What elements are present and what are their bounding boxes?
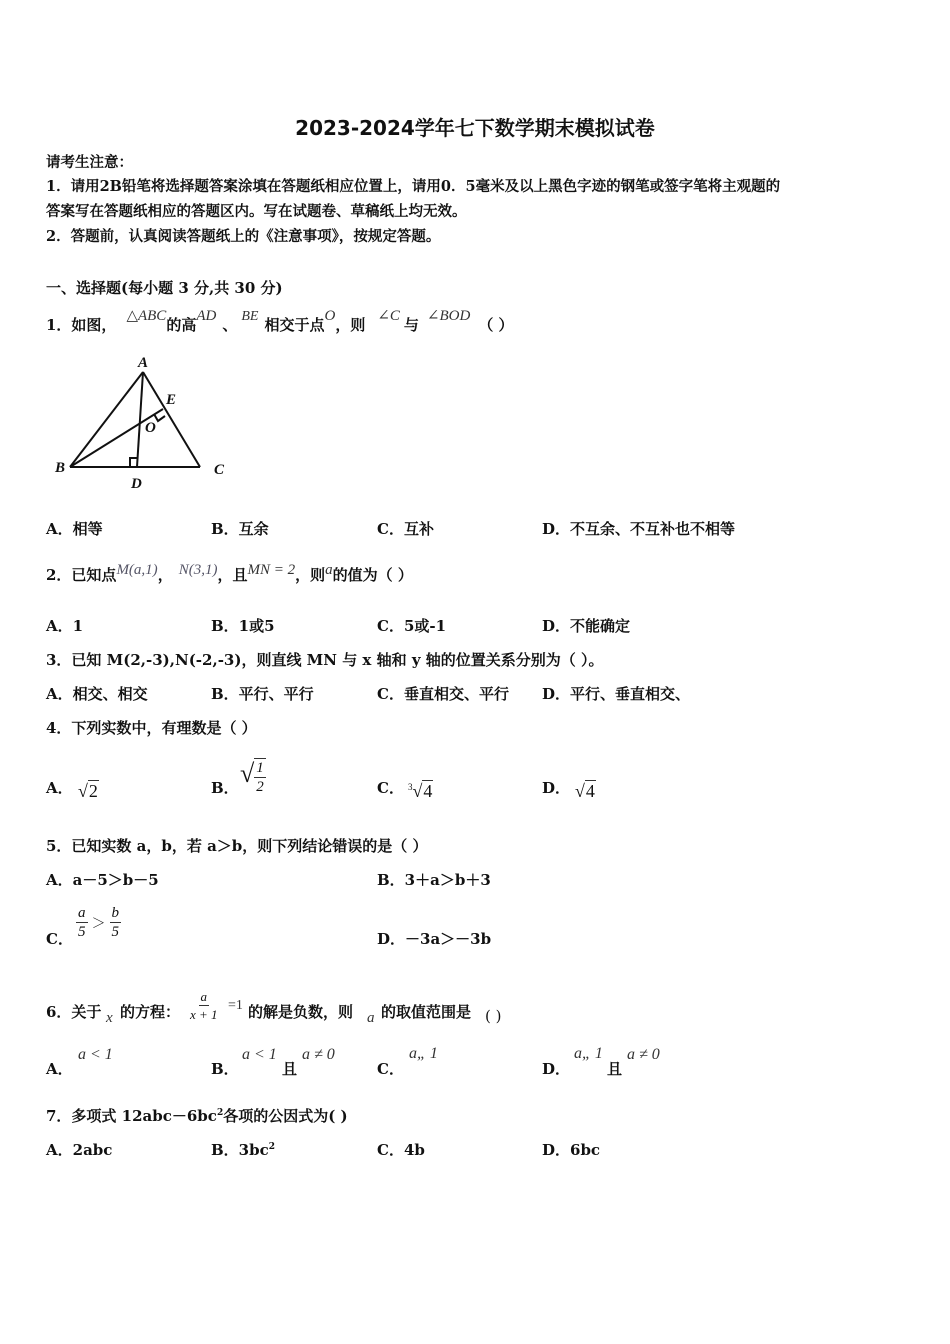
q6-option-d-expr-2: a ≠ 0: [627, 1046, 660, 1063]
q6-option-a-expr: a < 1: [78, 1046, 113, 1063]
fig-label-o: O: [145, 420, 156, 436]
q2-option-b[interactable]: B．1或5: [211, 617, 275, 635]
question-6-prefix: 6．关于: [46, 1003, 102, 1021]
q1-text-6: （ ）: [478, 316, 514, 334]
q6-math-a: a: [367, 1010, 375, 1026]
q1-option-a[interactable]: A．相等: [46, 520, 103, 538]
notice-line-2: 答案写在答题纸相应的答题区内。写在试题卷、草稿纸上均无效。: [46, 203, 467, 220]
q2-text-1: ，: [157, 566, 173, 584]
q6-answer-paren: ( ): [485, 1007, 502, 1025]
q3-option-c[interactable]: C．垂直相交、平行: [377, 685, 509, 703]
q6-equals-one: =1: [228, 998, 243, 1013]
fig-label-a: A: [138, 355, 149, 371]
q4-option-a-letter[interactable]: A．: [46, 779, 73, 797]
q1-math-ad: AD: [196, 308, 217, 324]
q6-option-b-expr-2: a ≠ 0: [302, 1046, 335, 1063]
q3-option-a[interactable]: A．相交、相交: [46, 685, 148, 703]
q5-option-c-expr: $\frac{a}{5}$ ＞ $\frac{b}{5}$: [78, 905, 119, 940]
q1-math-o: O: [324, 308, 336, 324]
question-3: 3．已知 M(2,-3),N(-2,-3)，则直线 MN 与 x 轴和 y 轴的位置关系分别为（ ）。: [46, 651, 604, 669]
q7-option-a[interactable]: A．2abc: [46, 1141, 113, 1159]
question-4: 4．下列实数中，有理数是（ ）: [46, 719, 257, 737]
q6-option-a-letter[interactable]: A．: [46, 1060, 73, 1078]
q4-option-d-letter[interactable]: D．: [542, 779, 571, 797]
q6-option-b-letter[interactable]: B．: [211, 1060, 239, 1078]
q6-option-d-and: 且: [607, 1060, 623, 1078]
q6-text-3: 的取值范围是: [381, 1003, 472, 1021]
q1-math-triangle: △ABC: [126, 308, 167, 324]
q7-option-b[interactable]: B．$3bc^2$: [211, 1141, 276, 1159]
question-2: [46, 564, 413, 585]
q6-option-b-and: 且: [282, 1060, 298, 1078]
q1-option-c[interactable]: C．互补: [377, 520, 434, 538]
q6-option-d-letter[interactable]: D．: [542, 1060, 571, 1078]
notice-line-3: 2．答题前，认真阅读答题纸上的《注意事项》，按规定答题。: [46, 228, 441, 245]
q2-math-n: N(3,1): [178, 562, 218, 578]
q6-option-d-expr-1: a„ 1: [574, 1045, 603, 1062]
notice-heading: 请考生注意：: [46, 154, 133, 171]
q2-prefix: 2．已知点: [46, 566, 117, 584]
q2-text-2: ，且: [217, 566, 248, 584]
q1-math-angle-bod: ∠BOD: [426, 308, 471, 324]
q1-triangle-figure: [50, 352, 240, 497]
q2-option-d[interactable]: D．不能确定: [542, 617, 631, 635]
q2-option-a[interactable]: A．1: [46, 617, 84, 635]
q6-option-c-letter[interactable]: C．: [377, 1060, 404, 1078]
q4-option-c-cuberoot: $^3$√4: [408, 781, 433, 801]
q1-option-d[interactable]: D．不互余、不互补也不相等: [542, 520, 736, 538]
q2-text-3: ，则: [295, 566, 326, 584]
q1-text-3: 相交于点: [264, 316, 325, 334]
q1-option-b[interactable]: B．互余: [211, 520, 269, 538]
q4-option-b-sqrt-frac: √ $\frac{1}{2}$: [240, 759, 264, 795]
q2-math-mn: MN = 2: [247, 562, 296, 578]
q1-math-angle-c: ∠C: [377, 308, 400, 324]
q2-option-c[interactable]: C．5或-1: [377, 617, 447, 635]
q6-text-2: 的解是负数，则: [248, 1003, 354, 1021]
q4-option-d-sqrt: √4: [575, 781, 595, 801]
q5-option-a[interactable]: A．a－5＞b－5: [46, 871, 159, 889]
q6-math-x: x: [106, 1010, 113, 1026]
notice-line-1: 1．请用2B铅笔将选择题答案涂填在答题纸相应位置上，请用0．5毫米及以上黑色字迹的钢笔或签字笔将主观题的: [46, 178, 781, 195]
fig-label-e: E: [166, 392, 177, 408]
q4-option-c-letter[interactable]: C．: [377, 779, 404, 797]
q7-option-c[interactable]: C．4b: [377, 1141, 425, 1159]
fig-label-b: B: [55, 460, 66, 476]
question-5: 5．已知实数 a，b，若 a＞b，则下列结论错误的是（ ）: [46, 837, 428, 855]
page-title: 2023-2024学年七下数学期末模拟试卷: [295, 116, 655, 140]
q3-option-b[interactable]: B．平行、平行: [211, 685, 314, 703]
q1-math-be: BE: [241, 309, 259, 324]
q6-fraction: $\frac{a}{x + 1}$: [190, 989, 218, 1022]
section-heading: 一、选择题(每小题 3 分,共 30 分): [46, 279, 283, 297]
q7-option-d[interactable]: D．6bc: [542, 1141, 601, 1159]
q2-math-a: a: [325, 562, 333, 578]
q3-option-d[interactable]: D．平行、垂直相交、: [542, 685, 691, 703]
q1-text-1: 的高: [166, 316, 197, 334]
q5-option-c-letter[interactable]: C．: [46, 930, 73, 948]
question-7: 7．多项式 $12abc-6bc^2$各项的公因式为( ): [46, 1107, 348, 1125]
q5-option-d[interactable]: D．－3a＞－3b: [377, 930, 492, 948]
q6-option-c-expr: a„ 1: [409, 1045, 438, 1062]
fig-label-d: D: [131, 476, 142, 492]
q1-text-5: 与: [403, 316, 419, 334]
q1-prefix: 1．如图，: [46, 316, 117, 334]
fig-label-c: C: [214, 462, 225, 478]
q5-option-b[interactable]: B．3＋a＞b＋3: [377, 871, 491, 889]
question-1: [46, 308, 514, 335]
q1-text-4: ，则: [335, 316, 366, 334]
q6-text-1: 的方程：: [120, 1003, 181, 1021]
q2-math-m: M(a,1): [116, 562, 158, 578]
q1-text-2: 、: [222, 316, 238, 334]
q4-option-a-sqrt: √2: [78, 781, 98, 801]
q4-option-b-letter[interactable]: B．: [211, 779, 239, 797]
q2-text-4: 的值为（ ）: [332, 566, 413, 584]
q6-option-b-expr-1: a < 1: [242, 1046, 277, 1063]
